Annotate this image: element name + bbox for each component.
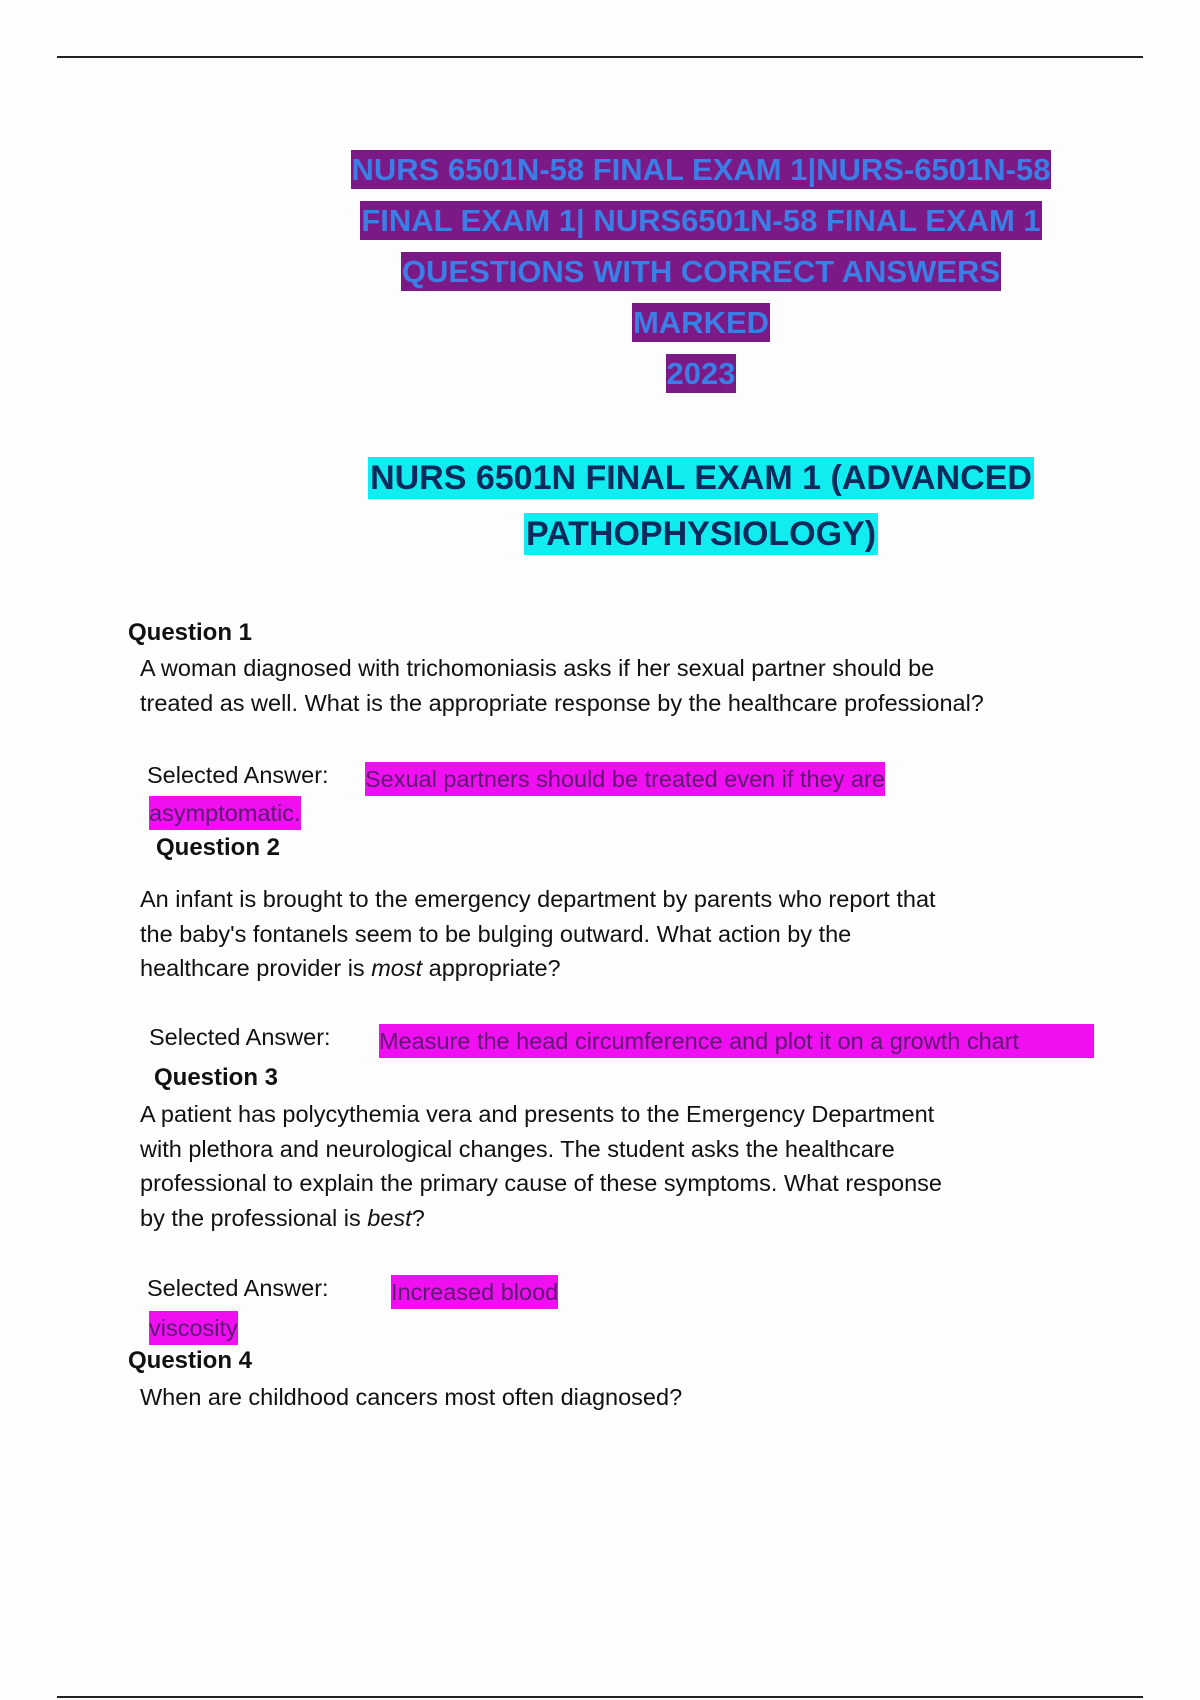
question-text-line: the baby's fontanels seem to be bulging outward. What action by the [140, 920, 852, 947]
document-title [330, 144, 1072, 399]
question-2-text [140, 882, 1100, 986]
question-text-line [140, 955, 561, 981]
top-rule [57, 56, 1143, 58]
question-text-line: A woman diagnosed with trichomoniasis asks if her sexual partner should be [140, 655, 935, 681]
selected-answer-1-line: Sexual partners should be treated even if they are [365, 762, 885, 796]
emphasis: most [371, 955, 423, 981]
selected-answer-label: Selected Answer: [147, 762, 329, 788]
title-line: FINAL EXAM 1| NURS6501N-58 FINAL EXAM 1 [361, 203, 1041, 238]
text-segment: appropriate? [422, 955, 561, 981]
question-text-line: When are childhood cancers most often diagnosed? [140, 1384, 683, 1410]
question-text-line: treated as well. What is the appropriate response by the healthcare professional? [140, 689, 984, 716]
subtitle-line: NURS 6501N FINAL EXAM 1 (ADVANCED [370, 459, 1032, 497]
question-1-text [140, 651, 1100, 720]
title-line: QUESTIONS WITH CORRECT ANSWERS MARKED [401, 254, 1001, 340]
question-1-heading: Question 1 [128, 619, 253, 646]
title-line: 2023 [666, 356, 736, 391]
selected-answer-2-line: Measure the head circumference and plot it on a growth chart [379, 1024, 1094, 1058]
text-segment: ? [411, 1204, 425, 1231]
text-segment: healthcare provider is [140, 955, 372, 981]
emphasis: best [367, 1204, 412, 1231]
selected-answer-label: Selected Answer: [149, 1024, 331, 1050]
selected-answer-3-line: Increased blood [391, 1275, 558, 1309]
question-4-text [140, 1380, 1100, 1415]
text-segment: by the professional is [140, 1204, 368, 1231]
selected-answer-3-line: viscosity [149, 1311, 238, 1345]
selected-answer-label: Selected Answer: [147, 1275, 329, 1301]
question-text-line: A patient has polycythemia vera and presents to the Emergency Department [140, 1101, 935, 1127]
subtitle-line: PATHOPHYSIOLOGY) [525, 515, 877, 553]
question-text-line: professional to explain the primary cause of these symptoms. What response [140, 1170, 942, 1196]
question-text-line: with plethora and neurological changes. The student asks the healthcare [140, 1135, 895, 1162]
selected-answer-1-line: asymptomatic. [149, 796, 301, 830]
question-4-heading: Question 4 [128, 1347, 253, 1374]
question-3-heading: Question 3 [154, 1064, 279, 1091]
question-text-line [140, 1205, 425, 1231]
question-2-heading: Question 2 [156, 834, 281, 861]
question-3-text [140, 1097, 1100, 1235]
bottom-rule [57, 1696, 1143, 1698]
document-subtitle [360, 450, 1042, 562]
title-line: NURS 6501N-58 FINAL EXAM 1|NURS-6501N-58 [351, 152, 1051, 187]
question-text-line: An infant is brought to the emergency department by parents who report that [140, 886, 936, 912]
